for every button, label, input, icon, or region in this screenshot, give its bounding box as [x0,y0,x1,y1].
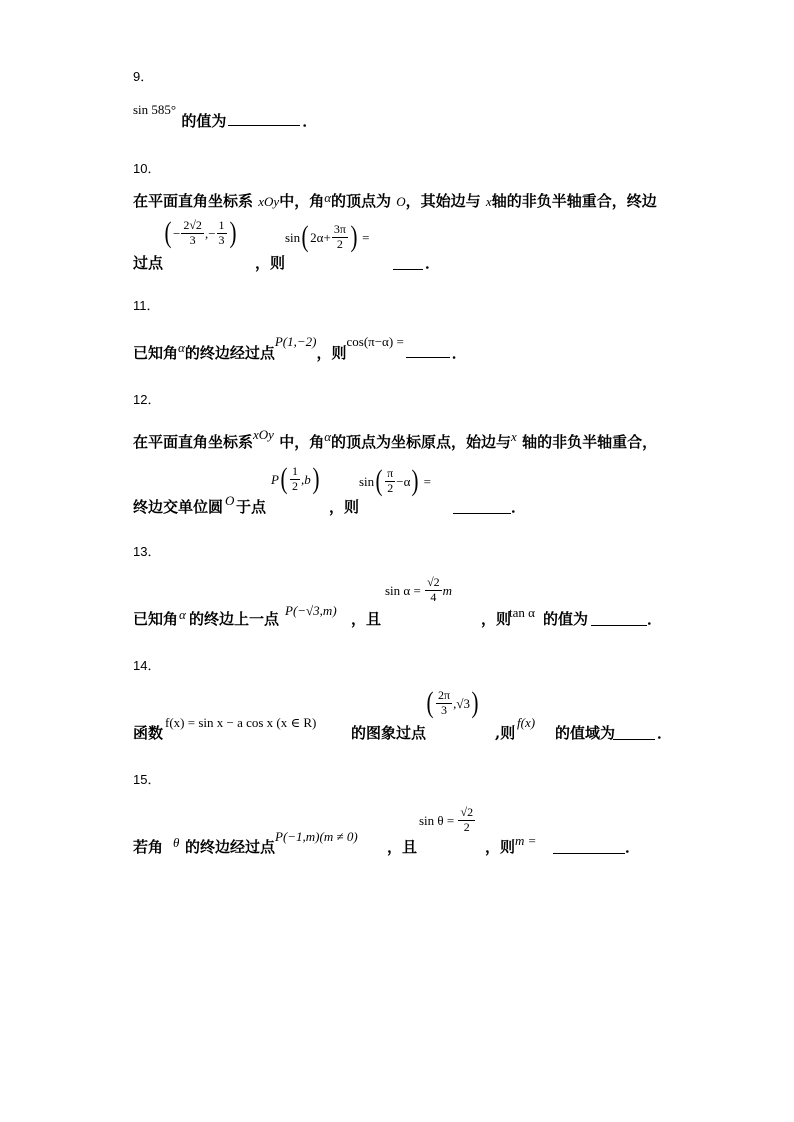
q15-sin: sin θ = [419,812,455,828]
q13-m: m [442,582,453,598]
q13-frac-num: √2 [427,575,440,589]
q12-alpha: α [324,429,332,444]
q15-point: P(−1,m)(m ≠ 0) [275,829,358,844]
q10-point-num1: 2√2 [183,217,202,232]
question-13-text [133,572,734,628]
q14-answer-blank[interactable] [613,738,655,740]
q13-t3: ，且 [351,610,382,628]
q9-label: 的值为 [181,112,227,130]
question-number-13: 13． [133,544,161,559]
q12-arg-den: 2 [387,480,394,495]
q12-answer-blank[interactable] [453,512,511,514]
q10-end: ． [425,254,441,272]
q12-t4: 轴的非负半轴重合， [522,433,658,451]
q15-sin-expression [419,806,476,835]
q10-point-num2: 1 [218,217,225,232]
q11-answer-blank[interactable] [406,356,450,358]
question-number-11: 11． [133,298,160,313]
q11-expression: cos(π−α) = [346,334,404,349]
q11-t2: 的终边经过点 [184,344,275,362]
question-number-10: 10． [133,161,161,176]
q14-t4: 的值域为 [555,724,616,742]
q12-expression: sin ( $\frac{\pi}{2}$ −α ) = [359,464,431,497]
q10-arg-num: 3π [333,221,346,236]
q13-end: ． [647,610,663,628]
q12-eq: = [423,473,431,489]
q14-point-den: 3 [441,702,448,717]
q14-ze: ,则 [495,724,516,742]
q12-point: P ( $\frac{1}{2}$ ,b ) [271,462,320,495]
q12-sin: sin [359,473,375,489]
q12-arg-num: π [387,465,394,480]
q15-end: ． [625,838,641,856]
q12-yudian: 于点 [236,498,267,516]
question-11-text [133,334,734,362]
q13-answer-blank[interactable] [591,624,647,626]
q10-x: x [485,194,492,209]
q10-o: O [396,194,406,209]
q12-t3: 的顶点为坐标原点，始边与 [331,433,512,451]
question-12-line2 [133,462,734,518]
question-10-line1 [133,190,734,210]
q13-frac-den: 4 [430,589,437,604]
q11-t3: ，则 [316,344,347,362]
q10-eq: = [362,229,370,245]
q15-t3: ，且 [387,838,418,856]
q14-end: ． [657,724,673,742]
q10-answer-blank[interactable] [393,268,423,270]
q13-tan: tan α [509,605,535,620]
q14-t1: 函数 [133,724,164,742]
q13-t2: 的终边上一点 [189,610,280,628]
q14-sqrt3: ,√3 [453,695,470,711]
q10-t3: 的顶点为 [331,192,392,210]
q15-answer-blank[interactable] [553,852,625,854]
q12-point-num: 1 [291,463,298,478]
q15-ze: ，则 [485,838,516,856]
q15-theta: θ [173,835,180,850]
q12-xoy: xOy [253,427,274,442]
q12-end: ． [511,498,527,516]
q12-t1b: 终边交单位圆 [133,498,224,516]
q14-fx: f(x) [517,715,536,730]
q13-sin-expression [385,576,452,605]
q13-ze: ，则 [481,610,512,628]
q10-guodian: 过点 [133,254,164,272]
q11-t1: 已知角 [133,344,179,362]
question-number-9: 9． [133,69,154,84]
q9-answer-blank[interactable] [228,124,300,126]
q10-t1: 在平面直角坐标系 [133,192,254,210]
q15-frac-num: √2 [460,805,474,819]
q12-ze: ，则 [329,498,360,516]
q10-t4: ，其始边与 [405,192,481,210]
q14-point-num: 2π [438,687,451,702]
q13-alpha: α [179,607,186,622]
q15-t1: 若角 [133,838,164,856]
q11-point: P(1,−2) [274,334,317,349]
question-number-14: 14． [133,658,161,673]
q9-end: ． [302,112,318,130]
question-9-text [133,102,734,130]
question-number-15: 15． [133,772,161,787]
q15-m: m = [515,833,537,848]
q10-ze: ，则 [255,254,286,272]
q12-b: ,b [300,471,311,487]
q12-t2: 中，角 [279,433,325,451]
q11-alpha: α [178,340,185,355]
q10-sin: sin [285,229,301,245]
q10-point-den2: 3 [218,232,225,247]
question-12-line1 [133,427,734,451]
q10-t5: 轴的非负半轴重合，终边 [491,192,657,210]
q12-o: O [225,493,235,508]
q13-point: P(−√3,m) [285,603,337,618]
q10-expression: sin ( 2α+ $\frac{3\pi}{2}$ ) = [285,220,370,253]
q9-expression: sin 585° [133,102,177,117]
q14-point: ( $\frac{2\pi}{3}$ ,√3 ) [426,686,479,719]
q14-function: f(x) = sin x − a cos x (x ∈ R) [165,715,317,730]
q14-t2: 的图象过点 [351,724,427,742]
q10-arg-den: 2 [336,236,343,251]
q12-p: P [271,471,279,487]
question-10-line2 [133,218,734,270]
q13-sin: sin α = [385,582,421,598]
q10-point: ( − $\frac{2√2}{3}$ ,− $\frac{1}{3}$ ) [164,216,237,249]
q13-t5: 的值为 [543,610,589,628]
q10-alpha: α [324,190,332,205]
q15-frac-den: 2 [463,819,470,834]
q11-end: ． [451,344,467,362]
question-15-text [133,802,734,858]
q10-t2: 中，角 [279,192,325,210]
q12-x: x [511,429,517,444]
question-14-text [133,688,734,744]
q15-t2: 的终边经过点 [185,838,276,856]
q12-point-den: 2 [291,478,298,493]
q10-arg: 2α+ [310,229,331,245]
q10-xoy: xOy [258,194,280,209]
q13-t1: 已知角 [133,610,179,628]
question-number-12: 12． [133,392,161,407]
q12-arg-minus: −α [396,473,411,489]
q12-t1: 在平面直角坐标系 [133,433,254,451]
q10-point-den1: 3 [189,232,196,247]
